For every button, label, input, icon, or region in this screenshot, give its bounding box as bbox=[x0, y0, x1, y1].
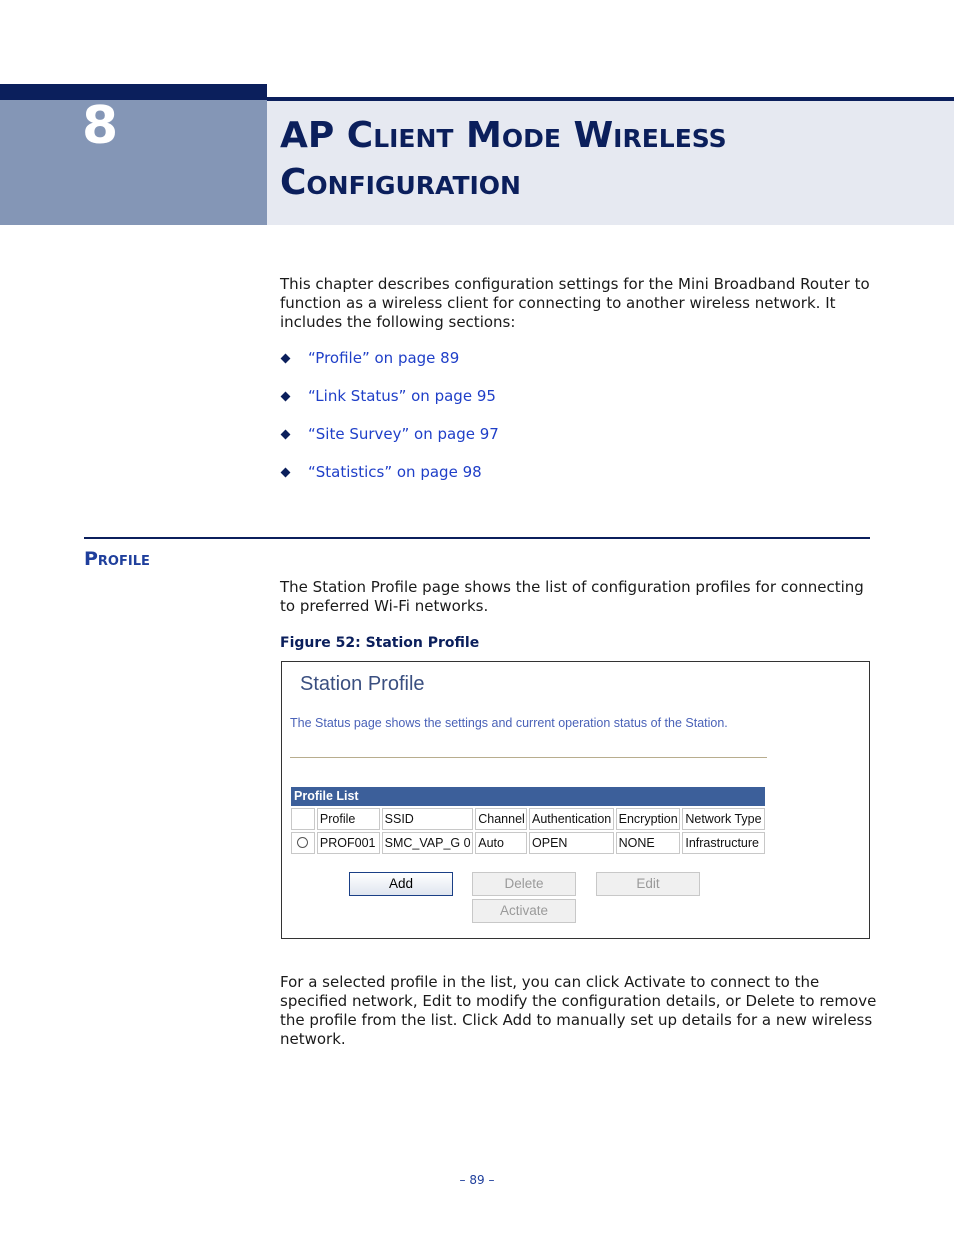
section-list bbox=[280, 349, 499, 501]
page-number: – 89 – bbox=[459, 1173, 495, 1187]
station-profile-description: The Status page shows the settings and current operation status of the Station. bbox=[290, 716, 728, 730]
profile-list-title: Profile List bbox=[291, 787, 765, 806]
column-header-select bbox=[291, 808, 315, 830]
section-link-profile[interactable]: “Profile” on page 89 bbox=[308, 349, 460, 367]
header-divider bbox=[290, 757, 767, 758]
edit-button[interactable]: Edit bbox=[596, 872, 700, 896]
chapter-number: 8 bbox=[82, 96, 119, 156]
cell-profile: PROF001 bbox=[317, 832, 380, 854]
diamond-bullet-icon bbox=[281, 430, 291, 440]
activate-button[interactable]: Activate bbox=[472, 899, 576, 923]
column-header-ssid: SSID bbox=[382, 808, 474, 830]
closing-paragraph: For a selected profile in the list, you can click Activate to connect to the specified network, Edit to modify the configuration details, or Delete to remove the profile from the list. Click Add to manually set up details for a new wireless network. bbox=[280, 973, 877, 1048]
cell-authentication: OPEN bbox=[529, 832, 614, 854]
intro-paragraph: This chapter describes configuration settings for the Mini Broadband Router to function as a wireless client for connecting to another wireless network. It includes the following sections: bbox=[280, 275, 870, 331]
column-header-authentication: Authentication bbox=[529, 808, 614, 830]
cell-ssid: SMC_VAP_G 0 bbox=[382, 832, 474, 854]
column-header-channel: Channel bbox=[475, 808, 527, 830]
diamond-bullet-icon bbox=[281, 468, 291, 478]
diamond-bullet-icon bbox=[281, 354, 291, 364]
column-header-encryption: Encryption bbox=[616, 808, 681, 830]
column-header-network-type: Network Type bbox=[682, 808, 765, 830]
cell-encryption: NONE bbox=[616, 832, 681, 854]
profile-paragraph: The Station Profile page shows the list of configuration profiles for connecting to preferred Wi-Fi networks. bbox=[280, 578, 864, 615]
section-heading-profile: Profile bbox=[84, 548, 150, 570]
table-header-row bbox=[291, 808, 765, 830]
profile-radio-button[interactable] bbox=[297, 837, 308, 848]
add-button[interactable]: Add bbox=[349, 872, 453, 896]
section-list-item[interactable] bbox=[280, 463, 499, 482]
station-profile-figure bbox=[281, 661, 870, 939]
section-link-site-survey[interactable]: “Site Survey” on page 97 bbox=[308, 425, 499, 443]
chapter-title: AP Client Mode Wireless Configuration bbox=[280, 115, 727, 203]
station-profile-title: Station Profile bbox=[300, 673, 425, 695]
delete-button[interactable]: Delete bbox=[472, 872, 576, 896]
section-divider bbox=[84, 537, 870, 539]
column-header-profile: Profile bbox=[317, 808, 380, 830]
section-link-link-status[interactable]: “Link Status” on page 95 bbox=[308, 387, 496, 405]
table-row bbox=[291, 832, 765, 854]
cell-network-type: Infrastructure bbox=[682, 832, 765, 854]
section-list-item[interactable] bbox=[280, 387, 499, 406]
row-select-cell bbox=[291, 832, 315, 854]
profile-list-table bbox=[291, 787, 765, 854]
cell-channel: Auto bbox=[475, 832, 527, 854]
chapter-banner-left bbox=[0, 84, 267, 225]
section-list-item[interactable] bbox=[280, 349, 499, 368]
section-link-statistics[interactable]: “Statistics” on page 98 bbox=[308, 463, 482, 481]
section-list-item[interactable] bbox=[280, 425, 499, 444]
figure-caption: Figure 52: Station Profile bbox=[280, 635, 480, 651]
diamond-bullet-icon bbox=[281, 392, 291, 402]
